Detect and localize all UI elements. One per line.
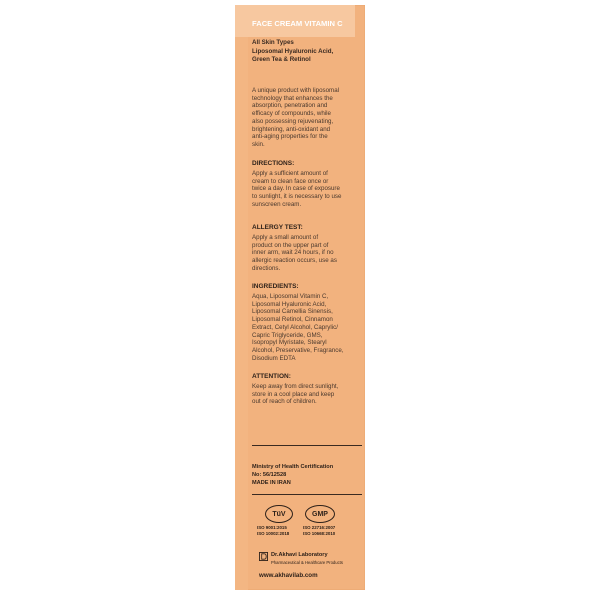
attention-text: Keep away from direct sunlight, store in a cool place and keep out of reach of children. [252, 383, 339, 406]
brand-name: Dr.Akhavi Laboratory [271, 552, 328, 558]
ingredients-heading: INGREDIENTS: [252, 283, 299, 290]
allergy-heading: ALLERGY TEST: [252, 224, 303, 231]
made-in: MADE IN IRAN [252, 480, 291, 487]
subtitle-line: Liposomal Hyaluronic Acid, [252, 47, 334, 55]
gmp-label: GMP [312, 510, 328, 518]
subtitle-line: All Skin Types [252, 39, 294, 46]
product-title: FACE CREAM VITAMIN C [252, 19, 343, 28]
lab-logo-icon [259, 552, 268, 561]
side-strip [235, 5, 248, 590]
certification-number: No: 56/12528 [252, 472, 287, 479]
gmp-badge [305, 505, 335, 523]
product-box-panel [235, 5, 365, 590]
certification-block [252, 463, 364, 488]
divider-line [252, 494, 362, 495]
brand-tagline: Pharmaceutical & Healthcare Products [271, 560, 343, 565]
subtitle-block [252, 39, 362, 65]
tuv-label: TüV [272, 510, 286, 518]
attention-heading: ATTENTION: [252, 373, 291, 380]
ingredients-text: Aqua, Liposomal Vitamin C, Liposomal Hyaluronic Acid, Liposomal Camellia Sinensis, Liposomal Retinol, Cinnamon Extract, Cetyl Alcohol, Caprylic/ Capric Triglyceride, GMS, Isopropyl Myristate, Stearyl Alcohol, Preservative, Fragrance, Disodium EDTA [252, 293, 344, 362]
intro-paragraph: A unique product with liposomal technology that enhances the absorption, penetration and efficacy of compounds, while also possessing rejuvenating, brightening, anti-oxidant and anti-aging properties for the skin. [252, 87, 340, 148]
tuv-iso-codes: ISO 9001:2015 ISO 10002:2018 [257, 525, 290, 536]
subtitle-line: Green Tea & Retinol [252, 56, 311, 64]
divider-line [252, 445, 362, 446]
certification-line: Ministry of Health Certification [252, 464, 334, 470]
directions-heading: DIRECTIONS: [252, 160, 295, 167]
directions-text: Apply a sufficient amount of cream to clean face once or twice a day. In case of exposure to sunlight, it is necessary to use sunscreen cream. [252, 170, 342, 208]
allergy-text: Apply a small amount of product on the upper part of inner arm, wait 24 hours, if no allergic reaction occurs, use as directions. [252, 234, 337, 272]
gmp-iso-codes: ISO 22716:2007 ISO 10668:2010 [303, 525, 336, 536]
website-link[interactable]: www.akhavilab.com [259, 572, 318, 579]
tuv-badge [265, 505, 293, 523]
